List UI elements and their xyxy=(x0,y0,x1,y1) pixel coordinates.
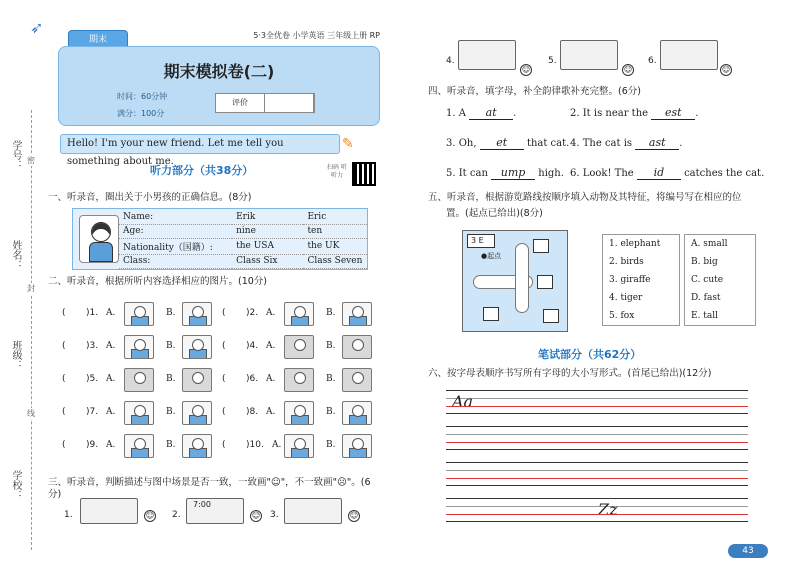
answer-paren-close: ) xyxy=(86,308,90,318)
choice-item xyxy=(222,366,372,396)
item-number-text: 7. xyxy=(89,407,99,417)
item-text: Oh, xyxy=(458,138,477,149)
answer-paren[interactable]: ( xyxy=(222,407,226,417)
choice-item xyxy=(222,300,372,330)
option-b-picture[interactable] xyxy=(342,434,372,458)
item-text: . xyxy=(695,108,699,119)
smile-icon[interactable]: ☺ xyxy=(721,65,731,74)
map-start-cell[interactable]: 3 E xyxy=(467,234,495,248)
smile-icon[interactable]: ☺ xyxy=(623,65,633,74)
option-b-picture[interactable] xyxy=(342,368,372,392)
pencil-icon: ✎ xyxy=(342,136,354,152)
option-a-label: A. xyxy=(106,341,116,351)
item-number xyxy=(86,341,98,351)
scene-picture xyxy=(186,498,244,524)
option-b-picture[interactable] xyxy=(342,335,372,359)
answer-paren-close: ) xyxy=(246,341,250,351)
animal-list xyxy=(602,234,680,326)
item-text: A xyxy=(458,108,466,119)
s4-item-1 xyxy=(446,106,516,120)
option-a-picture[interactable] xyxy=(124,434,154,458)
option-b-picture[interactable] xyxy=(182,434,212,458)
item-number-text: 9. xyxy=(89,440,99,450)
item-text: that cat. xyxy=(526,138,570,149)
item-text: high. xyxy=(538,168,564,179)
list-item: A. small xyxy=(691,239,728,249)
option-b-label: B. xyxy=(326,440,336,450)
list-item: 3. giraffe xyxy=(609,275,651,285)
answer-blank[interactable]: est xyxy=(651,106,695,120)
item-number: 3. xyxy=(446,138,456,149)
item-number-text: 6. xyxy=(249,374,259,384)
choice-b[interactable]: Class Seven xyxy=(303,254,367,268)
answer-paren-close: ) xyxy=(86,341,90,351)
option-b-picture[interactable] xyxy=(182,368,212,392)
choice-a[interactable]: nine xyxy=(232,224,303,238)
binding-margin xyxy=(0,0,44,566)
item-number xyxy=(86,407,98,417)
exam-title: 期末模拟卷(二) xyxy=(163,62,275,81)
item-number xyxy=(86,440,98,450)
table-row xyxy=(119,210,367,224)
option-a-label: A. xyxy=(106,308,116,318)
item-text: It can xyxy=(458,168,488,179)
s3-item-5: 5. xyxy=(548,56,557,66)
writing-line[interactable] xyxy=(446,390,748,414)
answer-paren-close: ) xyxy=(86,407,90,417)
option-b-picture[interactable] xyxy=(342,302,372,326)
answer-blank[interactable]: ast xyxy=(635,136,679,150)
s4-item-4 xyxy=(570,136,682,150)
answer-paren[interactable]: ( xyxy=(62,407,66,417)
student-id-label: 学号： xyxy=(10,140,21,170)
answer-paren[interactable]: ( xyxy=(62,440,66,450)
class-label: 班级： xyxy=(10,340,21,370)
section-3-title: 三、听录音，判断描述与图中场景是否一致，一致画"☺"，不一致画"☹"。(6分) xyxy=(48,477,371,500)
option-b-label: B. xyxy=(166,407,176,417)
list-item: B. big xyxy=(691,257,718,267)
list-item: 4. tiger xyxy=(609,293,643,303)
option-a-picture[interactable] xyxy=(284,368,314,392)
item-number xyxy=(246,308,258,318)
writing-line[interactable] xyxy=(446,462,748,486)
item-text: . xyxy=(679,138,683,149)
scene-picture xyxy=(660,40,718,70)
smile-icon[interactable]: ☺ xyxy=(145,511,155,520)
score-blank[interactable] xyxy=(265,94,314,112)
s3-item-6: 6. xyxy=(648,56,657,66)
start-marker: ●起点 xyxy=(481,252,502,260)
item-number: 1. xyxy=(446,108,456,119)
cut-mark: 封 xyxy=(27,284,35,293)
item-number-text: 8. xyxy=(249,407,259,417)
option-b-label: B. xyxy=(326,374,336,384)
option-a-label: A. xyxy=(266,308,276,318)
time-limit: 时间：60分钟 xyxy=(117,92,168,101)
item-number: 5. xyxy=(446,168,456,179)
item-number xyxy=(246,440,264,450)
option-b-picture[interactable] xyxy=(182,302,212,326)
option-a-picture[interactable] xyxy=(124,302,154,326)
answer-paren[interactable]: ( xyxy=(62,341,66,351)
list-item: E. tall xyxy=(691,311,719,321)
intro-banner: Hello! I'm your new friend. Let me tell you something about me. xyxy=(60,134,340,154)
writing-section-title: 笔试部分（共62分） xyxy=(538,348,642,361)
item-number-text: 2. xyxy=(249,308,259,318)
map-blank-cell[interactable] xyxy=(533,239,549,253)
section-5-title-cont: 置。(起点已给出)(8分) xyxy=(446,208,543,219)
answer-paren[interactable]: ( xyxy=(222,374,226,384)
choice-a[interactable]: the USA xyxy=(232,238,303,254)
s4-item-5 xyxy=(446,166,564,180)
item-number xyxy=(246,374,258,384)
table-row xyxy=(119,224,367,238)
full-score: 满分：100分 xyxy=(117,109,165,118)
option-b-label: B. xyxy=(166,308,176,318)
map-blank-cell[interactable] xyxy=(483,307,499,321)
s3-item-1: 1. xyxy=(64,510,73,520)
info-table xyxy=(119,210,367,269)
option-a-picture[interactable] xyxy=(284,434,314,458)
exam-header xyxy=(58,46,380,126)
first-letters: Aa xyxy=(452,392,474,411)
item-number-text: 3. xyxy=(89,341,99,351)
answer-paren-close: ) xyxy=(246,308,250,318)
answer-blank[interactable]: ump xyxy=(491,166,535,180)
option-b-label: B. xyxy=(326,407,336,417)
boy-avatar xyxy=(79,215,119,263)
answer-blank[interactable]: id xyxy=(637,166,681,180)
option-a-label: A. xyxy=(106,374,116,384)
answer-paren-close: ) xyxy=(246,374,250,384)
option-b-picture[interactable] xyxy=(342,401,372,425)
s3-item-2: 2. xyxy=(172,510,181,520)
s4-item-6 xyxy=(570,166,764,180)
item-number-text: 1. xyxy=(89,308,99,318)
item-number xyxy=(86,308,98,318)
choice-b[interactable]: ten xyxy=(303,224,367,238)
answer-paren-close: ) xyxy=(246,440,250,450)
last-letters: Zz xyxy=(598,500,618,519)
item-text: catches the cat. xyxy=(684,168,765,179)
answer-paren[interactable]: ( xyxy=(222,440,226,450)
answer-paren[interactable]: ( xyxy=(222,308,226,318)
smile-icon[interactable]: ☺ xyxy=(349,511,359,520)
option-a-label: A. xyxy=(106,440,116,450)
item-text: Look! The xyxy=(582,168,634,179)
s4-item-3 xyxy=(446,136,569,150)
list-item: 1. elephant xyxy=(609,239,661,249)
map-blank-cell[interactable] xyxy=(537,275,553,289)
option-b-label: B. xyxy=(326,341,336,351)
name-label: 姓名： xyxy=(10,240,21,270)
choice-a[interactable]: Class Six xyxy=(232,254,303,268)
item-number-text: 5. xyxy=(89,374,99,384)
answer-paren[interactable]: ( xyxy=(62,374,66,384)
choice-item xyxy=(222,399,372,429)
choice-b[interactable]: Eric xyxy=(303,210,367,224)
option-a-picture[interactable] xyxy=(124,401,154,425)
item-number-text: 10. xyxy=(249,440,264,450)
section-4-title: 四、听录音，填字母，补全韵律歌补充完整。(6分) xyxy=(428,86,641,97)
choice-item xyxy=(62,333,212,363)
scene-picture xyxy=(560,40,618,70)
item-number: 2. xyxy=(570,108,580,119)
item-number-text: 4. xyxy=(249,341,259,351)
smile-icon[interactable]: ☺ xyxy=(251,511,261,520)
section-5-title: 五、听录音，根据游览路线按顺序填入动物及其特征，将编号写在相应的位 xyxy=(428,192,742,203)
item-text: . xyxy=(513,108,517,119)
answer-blank[interactable]: at xyxy=(469,106,513,120)
list-item: C. cute xyxy=(691,275,724,285)
choice-a[interactable]: Erik xyxy=(232,210,303,224)
info-key: Class: xyxy=(119,254,232,268)
cut-line xyxy=(31,110,32,550)
choice-item xyxy=(222,432,372,462)
s3-item-4: 4. xyxy=(446,56,455,66)
option-a-picture[interactable] xyxy=(124,368,154,392)
info-key: Age: xyxy=(119,224,232,238)
qr-label: 扫码 听听力 xyxy=(327,164,347,179)
page-number: 43 xyxy=(728,544,768,558)
cut-mark: 线 xyxy=(27,409,35,418)
smile-icon[interactable]: ☺ xyxy=(521,65,531,74)
info-key: Nationality（国籍）: xyxy=(119,238,232,254)
writing-line[interactable] xyxy=(446,426,748,450)
table-row xyxy=(119,254,367,268)
section-2-title: 二、听录音，根据所听内容选择相应的图片。(10分) xyxy=(48,276,268,287)
choice-item xyxy=(62,300,212,330)
zoo-map xyxy=(462,230,568,332)
score-label: 评价 xyxy=(216,94,265,112)
list-item: 2. birds xyxy=(609,257,644,267)
option-a-label: A. xyxy=(266,374,276,384)
s3-item-3: 3. xyxy=(270,510,279,520)
option-a-label: A. xyxy=(272,440,282,450)
list-item: D. fast xyxy=(691,293,721,303)
boy-info-box xyxy=(72,208,368,270)
badge-line: 期末 xyxy=(88,35,107,45)
item-text: It is near the xyxy=(582,108,649,119)
answer-paren-close: ) xyxy=(86,440,90,450)
table-row xyxy=(119,238,367,254)
answer-paren[interactable]: ( xyxy=(62,308,66,318)
option-a-label: A. xyxy=(266,341,276,351)
scene-picture xyxy=(284,498,342,524)
answer-paren-close: ) xyxy=(246,407,250,417)
school-label: 学校： xyxy=(10,470,21,500)
rocket-icon: ➶ xyxy=(30,18,44,37)
option-b-label: B. xyxy=(326,308,336,318)
scene-picture xyxy=(80,498,138,524)
answer-blank[interactable]: et xyxy=(480,136,524,150)
series-info: 5·3全优卷 小学英语 三年级上册 RP xyxy=(253,31,380,40)
route-path xyxy=(515,243,529,313)
option-b-picture[interactable] xyxy=(182,335,212,359)
option-b-label: B. xyxy=(166,341,176,351)
answer-paren-close: ) xyxy=(86,374,90,384)
list-item: 5. fox xyxy=(609,311,635,321)
item-number xyxy=(86,374,98,384)
answer-paren[interactable]: ( xyxy=(222,341,226,351)
item-number xyxy=(246,407,258,417)
qr-code-icon[interactable] xyxy=(352,162,376,186)
listening-section-title: 听力部分（共38分） xyxy=(150,164,254,177)
choice-item xyxy=(62,366,212,396)
cut-mark: 密 xyxy=(27,156,35,165)
item-number: 6. xyxy=(570,168,580,179)
choice-item xyxy=(62,432,212,462)
option-b-label: B. xyxy=(166,440,176,450)
option-a-label: A. xyxy=(266,407,276,417)
info-key: Name: xyxy=(119,210,232,224)
choice-item xyxy=(62,399,212,429)
map-blank-cell[interactable] xyxy=(543,309,559,323)
choice-item xyxy=(222,333,372,363)
score-box[interactable] xyxy=(215,93,315,113)
trait-list xyxy=(684,234,756,326)
s4-item-2 xyxy=(570,106,698,120)
option-a-picture[interactable] xyxy=(284,401,314,425)
section-1-title: 一、听录音，圈出关于小男孩的正确信息。(8分) xyxy=(48,192,252,203)
option-a-picture[interactable] xyxy=(284,302,314,326)
scene-picture xyxy=(458,40,516,70)
clock-time: 7:00 xyxy=(193,500,211,509)
item-number: 4. xyxy=(570,138,580,149)
option-a-picture[interactable] xyxy=(284,335,314,359)
item-number xyxy=(246,341,258,351)
option-a-label: A. xyxy=(106,407,116,417)
option-b-picture[interactable] xyxy=(182,401,212,425)
option-b-label: B. xyxy=(166,374,176,384)
choice-b[interactable]: the UK xyxy=(303,238,367,254)
item-text: The cat is xyxy=(582,138,633,149)
option-a-picture[interactable] xyxy=(124,335,154,359)
writing-line[interactable] xyxy=(446,498,748,522)
section-6-title: 六、按字母表顺序书写所有字母的大小写形式。(首尾已给出)(12分) xyxy=(428,368,712,379)
